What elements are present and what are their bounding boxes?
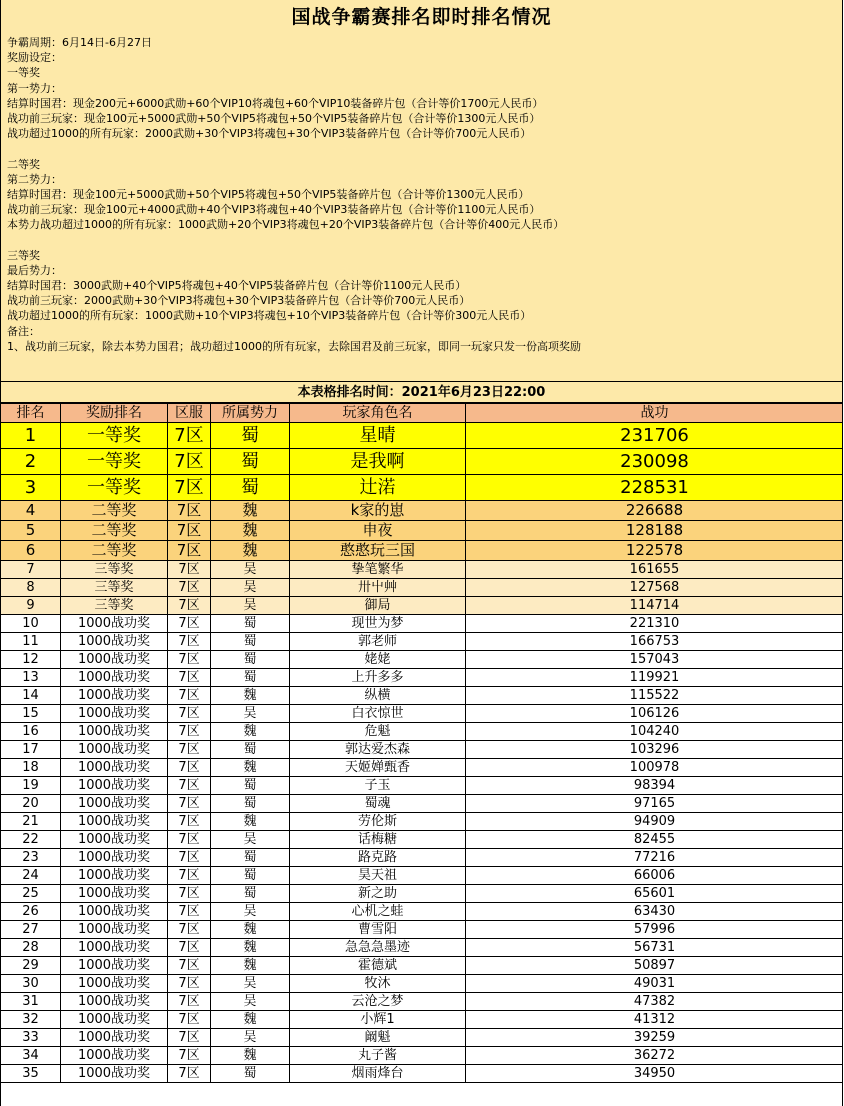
player-name-cell[interactable]: 卅屮艸 [290, 579, 466, 597]
server-cell[interactable]: 7区 [168, 975, 211, 993]
table-row [1, 633, 844, 651]
award-cell[interactable]: 1000战功奖 [61, 849, 168, 867]
rank-cell[interactable]: 24 [1, 867, 61, 885]
player-name-cell[interactable]: 阚魁 [290, 1029, 466, 1047]
merit-cell[interactable]: 39259 [466, 1029, 844, 1047]
rank-cell[interactable]: 26 [1, 903, 61, 921]
server-cell[interactable]: 7区 [168, 705, 211, 723]
faction-cell[interactable]: 吴 [211, 561, 290, 579]
rank-cell[interactable]: 4 [1, 501, 61, 521]
server-cell[interactable]: 7区 [168, 521, 211, 541]
player-name-cell[interactable]: 话梅糖 [290, 831, 466, 849]
server-cell[interactable]: 7区 [168, 633, 211, 651]
merit-cell[interactable]: 41312 [466, 1011, 844, 1029]
table-row [1, 813, 844, 831]
merit-cell[interactable]: 77216 [466, 849, 844, 867]
rank-cell[interactable]: 15 [1, 705, 61, 723]
header-faction[interactable]: 所属势力 [211, 404, 290, 423]
rank-cell[interactable]: 1 [1, 423, 61, 449]
faction-cell[interactable]: 蜀 [211, 885, 290, 903]
table-row [1, 921, 844, 939]
notice-line: 战功前三玩家：2000武勋+30个VIP3将魂包+30个VIP3装备碎片包（合计等价700元人民币） [7, 294, 471, 308]
faction-cell[interactable]: 魏 [211, 501, 290, 521]
merit-cell[interactable]: 119921 [466, 669, 844, 687]
player-name-cell[interactable]: 申夜 [290, 521, 466, 541]
merit-cell[interactable]: 82455 [466, 831, 844, 849]
merit-cell[interactable]: 122578 [466, 541, 844, 561]
rank-cell[interactable]: 16 [1, 723, 61, 741]
faction-cell[interactable]: 蜀 [211, 449, 290, 475]
rank-cell[interactable]: 19 [1, 777, 61, 795]
faction-cell[interactable]: 蜀 [211, 867, 290, 885]
rank-cell[interactable]: 14 [1, 687, 61, 705]
notice-line: 第一势力： [7, 81, 62, 95]
award-cell[interactable]: 一等奖 [61, 449, 168, 475]
faction-cell[interactable]: 魏 [211, 521, 290, 541]
notice-line: 战功超过1000的所有玩家：1000武勋+10个VIP3将魂包+10个VIP3装备碎片包（合计等价300元人民币） [7, 309, 532, 323]
rank-cell[interactable]: 32 [1, 1011, 61, 1029]
server-cell[interactable]: 7区 [168, 867, 211, 885]
rank-cell[interactable]: 29 [1, 957, 61, 975]
award-cell[interactable]: 1000战功奖 [61, 795, 168, 813]
award-cell[interactable]: 1000战功奖 [61, 687, 168, 705]
server-cell[interactable]: 7区 [168, 921, 211, 939]
table-row [1, 561, 844, 579]
table-row [1, 795, 844, 813]
award-cell[interactable]: 三等奖 [61, 579, 168, 597]
faction-cell[interactable]: 蜀 [211, 615, 290, 633]
header-rank[interactable]: 排名 [1, 404, 61, 423]
table-row [1, 597, 844, 615]
merit-cell[interactable]: 36272 [466, 1047, 844, 1065]
table-row [1, 1011, 844, 1029]
table-row [1, 903, 844, 921]
server-cell[interactable]: 7区 [168, 615, 211, 633]
header-merit[interactable]: 战功 [466, 404, 844, 423]
award-cell[interactable]: 1000战功奖 [61, 975, 168, 993]
table-row [1, 867, 844, 885]
rank-cell[interactable]: 13 [1, 669, 61, 687]
player-name-cell[interactable]: 上升多多 [290, 669, 466, 687]
player-name-cell[interactable]: 天姬婵甄香 [290, 759, 466, 777]
award-cell[interactable]: 三等奖 [61, 561, 168, 579]
notice-line: 1、战功前三玩家，除去本势力国君；战功超过1000的所有玩家，去除国君及前三玩家，即同一玩家只发一份高项奖励 [7, 339, 581, 353]
table-row [1, 849, 844, 867]
merit-cell[interactable]: 100978 [466, 759, 844, 777]
faction-cell[interactable]: 蜀 [211, 651, 290, 669]
faction-cell[interactable]: 吴 [211, 903, 290, 921]
player-name-cell[interactable]: 星晴 [290, 423, 466, 449]
header-award[interactable]: 奖励排名 [61, 404, 168, 423]
table-row [1, 759, 844, 777]
award-cell[interactable]: 1000战功奖 [61, 705, 168, 723]
faction-cell[interactable]: 魏 [211, 541, 290, 561]
faction-cell[interactable]: 魏 [211, 1011, 290, 1029]
rank-cell[interactable]: 5 [1, 521, 61, 541]
award-cell[interactable]: 1000战功奖 [61, 921, 168, 939]
table-row [1, 651, 844, 669]
merit-cell[interactable]: 56731 [466, 939, 844, 957]
award-cell[interactable]: 一等奖 [61, 475, 168, 501]
faction-cell[interactable]: 蜀 [211, 741, 290, 759]
table-row [1, 957, 844, 975]
notice-line: 一等奖 [7, 66, 40, 80]
player-name-cell[interactable]: 子玉 [290, 777, 466, 795]
notice-line: 奖励设定： [7, 51, 62, 65]
award-cell[interactable]: 1000战功奖 [61, 651, 168, 669]
merit-cell[interactable]: 166753 [466, 633, 844, 651]
rank-cell[interactable]: 21 [1, 813, 61, 831]
ranking-time: 本表格排名时间：2021年6月23日22:00 [1, 382, 842, 403]
rank-cell[interactable]: 6 [1, 541, 61, 561]
notice-line: 二等奖 [7, 157, 40, 171]
player-name-cell[interactable]: 路克路 [290, 849, 466, 867]
award-cell[interactable]: 1000战功奖 [61, 957, 168, 975]
rank-cell[interactable]: 35 [1, 1065, 61, 1083]
ranking-rows [1, 423, 844, 1083]
faction-cell[interactable]: 吴 [211, 579, 290, 597]
faction-cell[interactable]: 蜀 [211, 475, 290, 501]
merit-cell[interactable]: 47382 [466, 993, 844, 1011]
rank-cell[interactable]: 23 [1, 849, 61, 867]
player-name-cell[interactable]: 牧沐 [290, 975, 466, 993]
notice-line: 结算时国君：3000武勋+40个VIP5将魂包+40个VIP5装备碎片包（合计等价1100元人民币） [7, 279, 467, 292]
faction-cell[interactable]: 蜀 [211, 1065, 290, 1083]
header-player-name[interactable]: 玩家角色名 [290, 404, 466, 423]
faction-cell[interactable]: 魏 [211, 939, 290, 957]
merit-cell[interactable]: 103296 [466, 741, 844, 759]
award-cell[interactable]: 三等奖 [61, 597, 168, 615]
rank-cell[interactable]: 28 [1, 939, 61, 957]
award-cell[interactable]: 1000战功奖 [61, 669, 168, 687]
rank-cell[interactable]: 12 [1, 651, 61, 669]
faction-cell[interactable]: 吴 [211, 993, 290, 1011]
notice-line: 备注： [7, 324, 40, 338]
table-row [1, 939, 844, 957]
table-row [1, 541, 844, 561]
award-cell[interactable]: 1000战功奖 [61, 867, 168, 885]
notice-line: 战功超过1000的所有玩家：2000武勋+30个VIP3将魂包+30个VIP3装备碎片包（合计等价700元人民币） [7, 127, 532, 141]
faction-cell[interactable]: 吴 [211, 831, 290, 849]
server-cell[interactable]: 7区 [168, 849, 211, 867]
rank-cell[interactable]: 7 [1, 561, 61, 579]
faction-cell[interactable]: 魏 [211, 813, 290, 831]
faction-cell[interactable]: 魏 [211, 723, 290, 741]
merit-cell[interactable]: 127568 [466, 579, 844, 597]
rank-cell[interactable]: 3 [1, 475, 61, 501]
server-cell[interactable]: 7区 [168, 423, 211, 449]
faction-cell[interactable]: 蜀 [211, 795, 290, 813]
merit-cell[interactable]: 94909 [466, 813, 844, 831]
table-row [1, 521, 844, 541]
rank-cell[interactable]: 25 [1, 885, 61, 903]
player-name-cell[interactable]: k家的崽 [290, 501, 466, 521]
server-cell[interactable]: 7区 [168, 1065, 211, 1083]
award-cell[interactable]: 1000战功奖 [61, 939, 168, 957]
ranking-table [0, 403, 843, 1083]
player-name-cell[interactable]: 昊天祖 [290, 867, 466, 885]
notice-line: 结算时国君：现金200元+6000武勋+60个VIP10将魂包+60个VIP10装备碎片包（合计等价1700元人民币） [7, 96, 544, 110]
rank-cell[interactable]: 2 [1, 449, 61, 475]
rank-cell[interactable]: 17 [1, 741, 61, 759]
server-cell[interactable]: 7区 [168, 939, 211, 957]
server-cell[interactable]: 7区 [168, 1029, 211, 1047]
notice-line: 结算时国君：现金100元+5000武勋+50个VIP5将魂包+50个VIP5装备碎片包（合计等价1300元人民币） [7, 187, 530, 201]
merit-cell[interactable]: 97165 [466, 795, 844, 813]
table-row [1, 885, 844, 903]
merit-cell[interactable]: 98394 [466, 777, 844, 795]
merit-cell[interactable]: 63430 [466, 903, 844, 921]
faction-cell[interactable]: 魏 [211, 957, 290, 975]
server-cell[interactable]: 7区 [168, 541, 211, 561]
table-row [1, 831, 844, 849]
server-cell[interactable]: 7区 [168, 501, 211, 521]
award-cell[interactable]: 1000战功奖 [61, 777, 168, 795]
merit-cell[interactable]: 66006 [466, 867, 844, 885]
rank-cell[interactable]: 27 [1, 921, 61, 939]
faction-cell[interactable]: 吴 [211, 1029, 290, 1047]
table-row [1, 1065, 844, 1083]
faction-cell[interactable]: 蜀 [211, 423, 290, 449]
award-cell[interactable]: 1000战功奖 [61, 759, 168, 777]
server-cell[interactable]: 7区 [168, 723, 211, 741]
notice-line: 争霸周期：6月14日-6月27日 [7, 36, 152, 49]
server-cell[interactable]: 7区 [168, 669, 211, 687]
faction-cell[interactable]: 蜀 [211, 777, 290, 795]
player-name-cell[interactable]: 蜀魂 [290, 795, 466, 813]
server-cell[interactable]: 7区 [168, 813, 211, 831]
table-row [1, 615, 844, 633]
rank-cell[interactable]: 18 [1, 759, 61, 777]
faction-cell[interactable]: 魏 [211, 687, 290, 705]
player-name-cell[interactable]: 劳伦斯 [290, 813, 466, 831]
table-row [1, 993, 844, 1011]
faction-cell[interactable]: 蜀 [211, 849, 290, 867]
table-row [1, 975, 844, 993]
rank-cell[interactable]: 30 [1, 975, 61, 993]
table-row [1, 777, 844, 795]
player-name-cell[interactable]: 辻渃 [290, 475, 466, 501]
merit-cell[interactable]: 221310 [466, 615, 844, 633]
faction-cell[interactable]: 蜀 [211, 669, 290, 687]
table-row [1, 741, 844, 759]
notice-line: 战功前三玩家：现金100元+5000武勋+50个VIP5将魂包+50个VIP5装备碎片包（合计等价1300元人民币） [7, 111, 541, 125]
award-cell[interactable]: 1000战功奖 [61, 1011, 168, 1029]
table-row [1, 687, 844, 705]
award-cell[interactable]: 1000战功奖 [61, 741, 168, 759]
rank-cell[interactable]: 31 [1, 993, 61, 1011]
award-cell[interactable]: 二等奖 [61, 541, 168, 561]
notice-line: 三等奖 [7, 248, 40, 262]
table-row [1, 1047, 844, 1065]
player-name-cell[interactable]: 憨憨玩三国 [290, 541, 466, 561]
merit-cell[interactable]: 161655 [466, 561, 844, 579]
table-row [1, 423, 844, 449]
award-cell[interactable]: 1000战功奖 [61, 885, 168, 903]
rank-cell[interactable]: 9 [1, 597, 61, 615]
table-row [1, 1029, 844, 1047]
rank-cell[interactable]: 10 [1, 615, 61, 633]
player-name-cell[interactable]: 郭老师 [290, 633, 466, 651]
table-row [1, 579, 844, 597]
table-row [1, 475, 844, 501]
server-cell[interactable]: 7区 [168, 885, 211, 903]
table-header-row [1, 404, 844, 423]
server-cell[interactable]: 7区 [168, 1047, 211, 1065]
player-name-cell[interactable]: 挚笔繁华 [290, 561, 466, 579]
faction-cell[interactable]: 魏 [211, 1047, 290, 1065]
player-name-cell[interactable]: 是我啊 [290, 449, 466, 475]
notice-line [7, 141, 581, 156]
server-cell[interactable]: 7区 [168, 777, 211, 795]
rank-cell[interactable]: 33 [1, 1029, 61, 1047]
server-cell[interactable]: 7区 [168, 903, 211, 921]
faction-cell[interactable]: 吴 [211, 975, 290, 993]
player-name-cell[interactable]: 丸子酱 [290, 1047, 466, 1065]
player-name-cell[interactable]: 云沧之梦 [290, 993, 466, 1011]
player-name-cell[interactable]: 危魁 [290, 723, 466, 741]
notice-line: 最后势力： [7, 263, 62, 277]
award-cell[interactable]: 1000战功奖 [61, 831, 168, 849]
table-row [1, 723, 844, 741]
server-cell[interactable]: 7区 [168, 831, 211, 849]
rank-cell[interactable]: 8 [1, 579, 61, 597]
server-cell[interactable]: 7区 [168, 449, 211, 475]
server-cell[interactable]: 7区 [168, 759, 211, 777]
table-row [1, 705, 844, 723]
table-row [1, 449, 844, 475]
award-cell[interactable]: 二等奖 [61, 501, 168, 521]
player-name-cell[interactable]: 现世为梦 [290, 615, 466, 633]
merit-cell[interactable]: 57996 [466, 921, 844, 939]
page-title: 国战争霸赛排名即时排名情况 [291, 6, 552, 28]
player-name-cell[interactable]: 曹雪阳 [290, 921, 466, 939]
merit-cell[interactable]: 106126 [466, 705, 844, 723]
faction-cell[interactable]: 蜀 [211, 633, 290, 651]
award-cell[interactable]: 1000战功奖 [61, 723, 168, 741]
award-cell[interactable]: 1000战功奖 [61, 633, 168, 651]
faction-cell[interactable]: 魏 [211, 921, 290, 939]
merit-cell[interactable]: 65601 [466, 885, 844, 903]
server-cell[interactable]: 7区 [168, 579, 211, 597]
server-cell[interactable]: 7区 [168, 597, 211, 615]
server-cell[interactable]: 7区 [168, 957, 211, 975]
merit-cell[interactable]: 34950 [466, 1065, 844, 1083]
award-cell[interactable]: 1000战功奖 [61, 993, 168, 1011]
award-cell[interactable]: 二等奖 [61, 521, 168, 541]
award-cell[interactable]: 1000战功奖 [61, 1029, 168, 1047]
server-cell[interactable]: 7区 [168, 687, 211, 705]
award-cell[interactable]: 一等奖 [61, 423, 168, 449]
merit-cell[interactable]: 114714 [466, 597, 844, 615]
faction-cell[interactable]: 吴 [211, 597, 290, 615]
server-cell[interactable]: 7区 [168, 651, 211, 669]
award-cell[interactable]: 1000战功奖 [61, 1047, 168, 1065]
award-cell[interactable]: 1000战功奖 [61, 813, 168, 831]
rank-cell[interactable]: 20 [1, 795, 61, 813]
player-name-cell[interactable]: 霍德斌 [290, 957, 466, 975]
merit-cell[interactable]: 104240 [466, 723, 844, 741]
rank-cell[interactable]: 11 [1, 633, 61, 651]
notice-line: 本势力战功超过1000的所有玩家：1000武勋+20个VIP3将魂包+20个VIP3装备碎片包（合计等价400元人民币） [7, 218, 565, 232]
notice-line: 第二势力： [7, 172, 62, 186]
player-name-cell[interactable]: 急急急墨迹 [290, 939, 466, 957]
award-cell[interactable]: 1000战功奖 [61, 615, 168, 633]
merit-cell[interactable]: 228531 [466, 475, 844, 501]
merit-cell[interactable]: 50897 [466, 957, 844, 975]
server-cell[interactable]: 7区 [168, 475, 211, 501]
notice-line [7, 232, 581, 247]
player-name-cell[interactable]: 郭达爱杰森 [290, 741, 466, 759]
notice-line: 战功前三玩家：现金100元+4000武勋+40个VIP3将魂包+40个VIP3装备碎片包（合计等价1100元人民币） [7, 203, 541, 217]
faction-cell[interactable]: 魏 [211, 759, 290, 777]
merit-cell[interactable]: 128188 [466, 521, 844, 541]
merit-cell[interactable]: 230098 [466, 449, 844, 475]
server-cell[interactable]: 7区 [168, 1011, 211, 1029]
merit-cell[interactable]: 157043 [466, 651, 844, 669]
table-row [1, 669, 844, 687]
award-cell[interactable]: 1000战功奖 [61, 903, 168, 921]
player-name-cell[interactable]: 小辉1 [290, 1011, 466, 1029]
reward-rules [7, 35, 581, 354]
merit-cell[interactable]: 115522 [466, 687, 844, 705]
player-name-cell[interactable]: 烟雨烽台 [290, 1065, 466, 1083]
server-cell[interactable]: 7区 [168, 561, 211, 579]
faction-cell[interactable]: 吴 [211, 705, 290, 723]
merit-cell[interactable]: 49031 [466, 975, 844, 993]
table-row [1, 501, 844, 521]
merit-cell[interactable]: 231706 [466, 423, 844, 449]
player-name-cell[interactable]: 心机之蛙 [290, 903, 466, 921]
server-cell[interactable]: 7区 [168, 795, 211, 813]
reward-notice [1, 0, 842, 382]
player-name-cell[interactable]: 白衣惊世 [290, 705, 466, 723]
player-name-cell[interactable]: 纵横 [290, 687, 466, 705]
server-cell[interactable]: 7区 [168, 993, 211, 1011]
header-server[interactable]: 区服 [168, 404, 211, 423]
player-name-cell[interactable]: 新之助 [290, 885, 466, 903]
rank-cell[interactable]: 34 [1, 1047, 61, 1065]
rank-cell[interactable]: 22 [1, 831, 61, 849]
player-name-cell[interactable]: 御局 [290, 597, 466, 615]
award-cell[interactable]: 1000战功奖 [61, 1065, 168, 1083]
player-name-cell[interactable]: 姥姥 [290, 651, 466, 669]
server-cell[interactable]: 7区 [168, 741, 211, 759]
merit-cell[interactable]: 226688 [466, 501, 844, 521]
